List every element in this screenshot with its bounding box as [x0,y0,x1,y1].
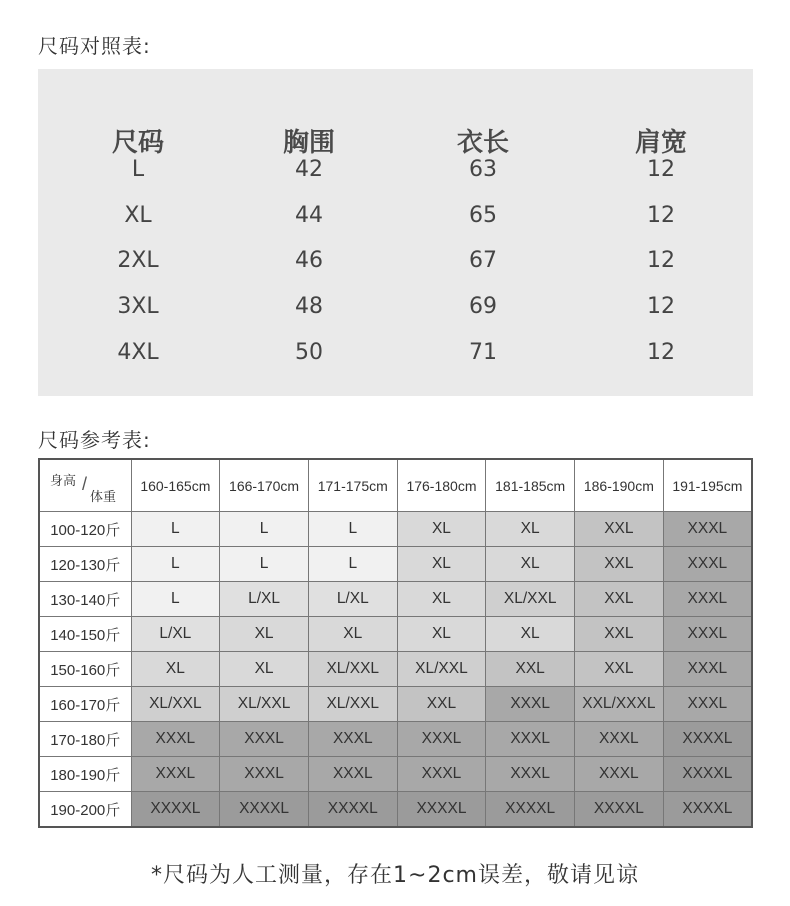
height-column-header: 181-185cm [486,459,575,512]
recommended-size-cell: XXL [486,652,575,687]
recommended-size-cell: XXXXL [575,792,664,828]
weight-row-label: 120-130斤 [39,547,131,582]
recommended-size-cell: XL/XXL [220,687,309,722]
recommended-size-cell: XL/XXL [397,652,486,687]
reference-row [39,757,752,792]
recommended-size-cell: XXXL [663,652,752,687]
recommended-size-cell: L [131,582,220,617]
recommended-size-cell: XL [486,512,575,547]
recommended-size-cell: XL [486,617,575,652]
reference-row [39,582,752,617]
size-row [38,287,753,327]
size-chart-title: 尺码对照表: [38,34,151,58]
recommended-size-cell: XXXL [575,722,664,757]
size-value: 4XL [117,340,159,365]
recommended-size-cell: XXL [575,512,664,547]
recommended-size-cell: L/XL [220,582,309,617]
shoulder-value: 12 [647,340,675,365]
weight-row-label: 180-190斤 [39,757,131,792]
chest-value: 44 [295,203,323,228]
recommended-size-cell: XXXXL [220,792,309,828]
recommended-size-cell: L [131,547,220,582]
chest-header: 胸围 [282,128,335,158]
reference-row [39,722,752,757]
recommended-size-cell: XXXL [131,757,220,792]
chest-value: 48 [295,294,323,319]
recommended-size-cell: L/XL [131,617,220,652]
weight-row-label: 150-160斤 [39,652,131,687]
measurement-footnote: *尺码为人工测量，存在1~2cm误差，敬请见谅 [151,863,639,888]
height-column-header: 186-190cm [575,459,664,512]
size-chart-panel [38,69,753,396]
recommended-size-cell: XL [131,652,220,687]
recommended-size-cell: XXL [575,582,664,617]
recommended-size-cell: XXL [575,617,664,652]
recommended-size-cell: XXXL [663,547,752,582]
recommended-size-cell: XXXXL [486,792,575,828]
recommended-size-cell: XXXL [575,757,664,792]
recommended-size-cell: XXXL [663,687,752,722]
corner-header [39,459,131,512]
recommended-size-cell: XL [220,617,309,652]
recommended-size-cell: XXXL [486,687,575,722]
height-column-header: 160-165cm [131,459,220,512]
recommended-size-cell: XXXXL [131,792,220,828]
recommended-size-cell: XXXL [486,757,575,792]
recommended-size-cell: XXXXL [663,722,752,757]
weight-label: 体重 [90,489,117,504]
weight-row-label: 190-200斤 [39,792,131,828]
size-row [38,150,753,190]
shoulder-value: 12 [647,203,675,228]
recommended-size-cell: L/XL [308,582,397,617]
chest-value: 46 [295,248,323,273]
recommended-size-cell: XXXL [663,512,752,547]
recommended-size-cell: XXL [397,687,486,722]
height-column-header: 191-195cm [663,459,752,512]
reference-chart-title: 尺码参考表: [38,428,151,452]
recommended-size-cell: XXL/XXXL [575,687,664,722]
recommended-size-cell: XL [397,512,486,547]
length-value: 67 [469,248,497,273]
recommended-size-cell: XXXXL [308,792,397,828]
recommended-size-cell: L [308,547,397,582]
chest-value: 50 [295,340,323,365]
height-label: 身高 [50,473,77,488]
reference-row [39,617,752,652]
height-column-header: 171-175cm [308,459,397,512]
recommended-size-cell: XXL [575,652,664,687]
recommended-size-cell: XXXL [220,757,309,792]
height-column-header: 166-170cm [220,459,309,512]
weight-row-label: 160-170斤 [39,687,131,722]
shoulder-value: 12 [647,157,675,182]
size-row [38,196,753,236]
weight-row-label: 100-120斤 [39,512,131,547]
recommended-size-cell: L [308,512,397,547]
recommended-size-cell: XL/XXL [308,687,397,722]
size-row [38,241,753,281]
reference-row [39,652,752,687]
shoulder-value: 12 [647,248,675,273]
shoulder-value: 12 [647,294,675,319]
recommended-size-cell: XL [220,652,309,687]
recommended-size-cell: L [220,512,309,547]
recommended-size-cell: XL [308,617,397,652]
recommended-size-cell: XXXL [220,722,309,757]
recommended-size-cell: XXXL [486,722,575,757]
reference-row [39,792,752,828]
reference-row [39,687,752,722]
weight-row-label: 170-180斤 [39,722,131,757]
length-value: 71 [469,340,497,365]
recommended-size-cell: XL [397,582,486,617]
recommended-size-cell: XXXXL [397,792,486,828]
size-reference-table [38,458,753,828]
recommended-size-cell: L [220,547,309,582]
recommended-size-cell: XL/XXL [308,652,397,687]
recommended-size-cell: XXXL [308,722,397,757]
recommended-size-cell: XXXL [397,722,486,757]
recommended-size-cell: XXXL [663,617,752,652]
corner-separator: / [82,474,88,494]
recommended-size-cell: XXXXL [663,757,752,792]
shoulder-header: 肩宽 [634,128,687,158]
chest-value: 42 [295,157,323,182]
reference-row [39,547,752,582]
recommended-size-cell: XXXL [308,757,397,792]
reference-row [39,512,752,547]
length-header: 衣长 [456,128,509,158]
size-header: 尺码 [111,128,164,158]
weight-row-label: 140-150斤 [39,617,131,652]
recommended-size-cell: XL [397,617,486,652]
size-value: XL [124,203,152,228]
height-column-header: 176-180cm [397,459,486,512]
recommended-size-cell: XL/XXL [486,582,575,617]
recommended-size-cell: L [131,512,220,547]
size-value: 2XL [117,248,159,273]
size-row [38,333,753,373]
size-value: 3XL [117,294,159,319]
recommended-size-cell: XXXL [397,757,486,792]
size-value: L [131,157,145,182]
recommended-size-cell: XXXL [131,722,220,757]
weight-row-label: 130-140斤 [39,582,131,617]
length-value: 65 [469,203,497,228]
recommended-size-cell: XL [397,547,486,582]
recommended-size-cell: XL/XXL [131,687,220,722]
recommended-size-cell: XXXXL [663,792,752,828]
recommended-size-cell: XXL [575,547,664,582]
recommended-size-cell: XL [486,547,575,582]
reference-header-row [39,459,752,512]
length-value: 63 [469,157,497,182]
length-value: 69 [469,294,497,319]
recommended-size-cell: XXXL [663,582,752,617]
